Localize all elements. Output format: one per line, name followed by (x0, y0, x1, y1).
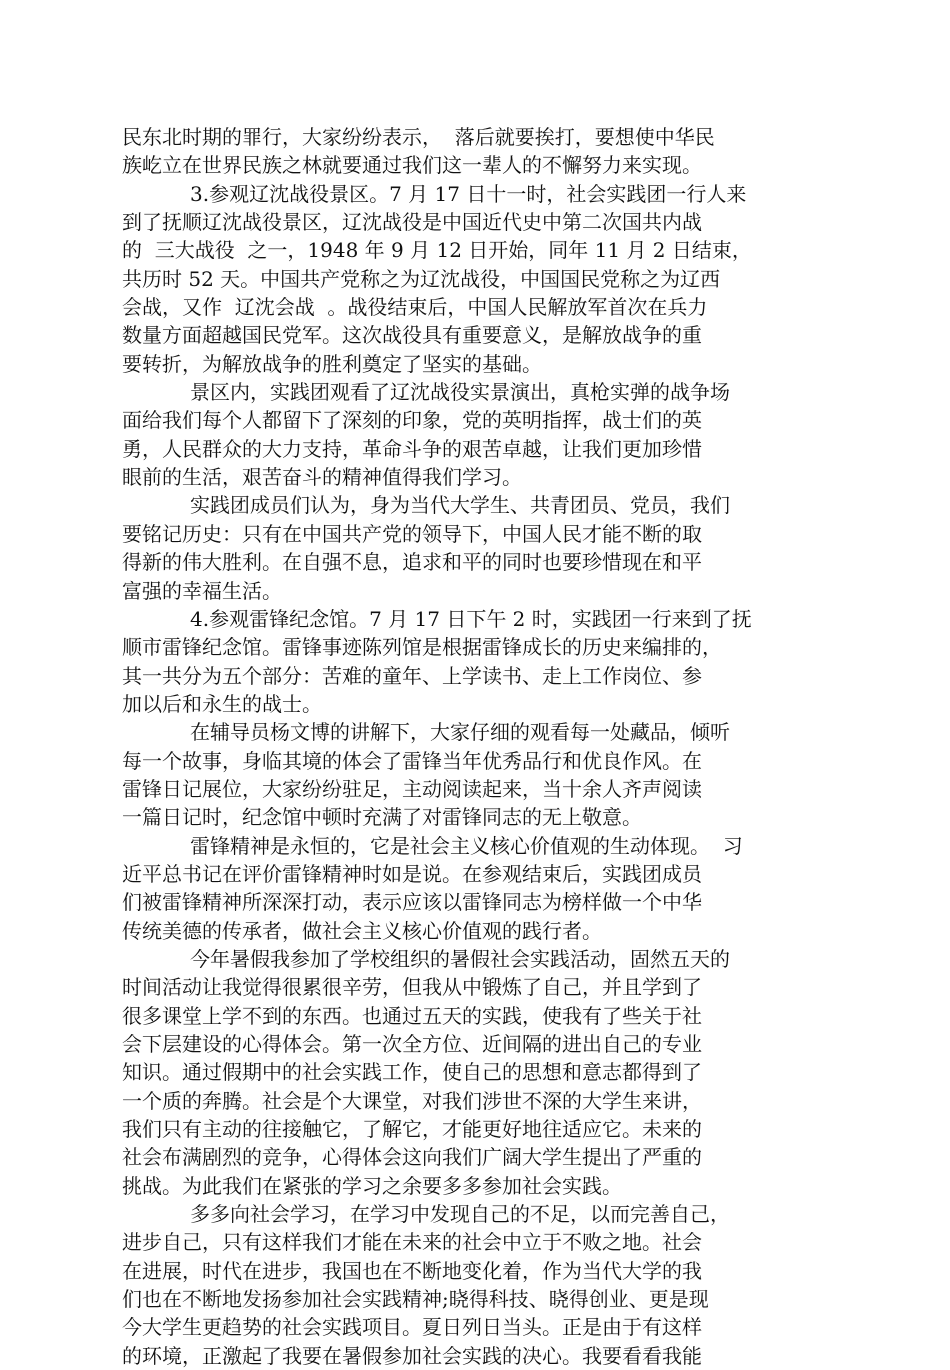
text-line: 传统美德的传承者，做社会主义核心价值观的践行者。 (122, 918, 602, 943)
text-line: 其一共分为五个部分：苦难的童年、上学读书、走上工作岗位、参 (122, 663, 702, 688)
text-line: 我们只有主动的往接触它，了解它，才能更好地往适应它。未来的 (122, 1117, 702, 1142)
paragraph-start-line: 4.参观雷锋纪念馆。7 月 17 日下午 2 时，实践团一行来到了抚 (190, 606, 752, 631)
paragraph-start-line: 雷锋精神是永恒的，它是社会主义核心价值观的生动体现。 习 (190, 833, 743, 858)
text-line: 社会布满剧烈的竞争，心得体会这向我们广阔大学生提出了严重的 (122, 1145, 702, 1170)
text-line: 一篇日记时，纪念馆中顿时充满了对雷锋同志的无上敬意。 (122, 805, 642, 830)
text-line: 数量方面超越国民党军。这次战役具有重要意义，是解放战争的重 (122, 323, 702, 348)
text-line: 时间活动让我觉得很累很辛劳，但我从中锻炼了自己，并且学到了 (122, 975, 702, 1000)
paragraph-start-line: 在辅导员杨文博的讲解下，大家仔细的观看每一处藏品，倾听 (190, 720, 730, 745)
text-line: 的 三大战役 之一，1948 年 9 月 12 日开始，同年 11 月 2 日结束， (122, 238, 752, 263)
text-line: 一个质的奔腾。社会是个大课堂，对我们涉世不深的大学生来讲， (122, 1088, 702, 1113)
text-line: 知识。通过假期中的社会实践工作，使自己的思想和意志都得到了 (122, 1060, 702, 1085)
text-line: 今大学生更趋势的社会实践项目。夏日列日当头。正是由于有这样 (122, 1315, 702, 1340)
text-line: 眼前的生活，艰苦奋斗的精神值得我们学习。 (122, 465, 522, 490)
paragraph-start-line: 3.参观辽沈战役景区。7 月 17 日十一时，社会实践团一行人来 (190, 181, 747, 206)
document-body (122, 123, 822, 1370)
paragraph-start-line: 景区内，实践团观看了辽沈战役实景演出，真枪实弹的战争场 (190, 380, 730, 405)
text-line: 族屹立在世界民族之林就要通过我们这一辈人的不懈努力来实现。 (122, 153, 702, 178)
text-line: 会下层建设的心得体会。第一次全方位、近间隔的进出自己的专业 (122, 1032, 702, 1056)
text-line: 顺市雷锋纪念馆。雷锋事迹陈列馆是根据雷锋成长的历史来编排的， (122, 635, 722, 660)
text-line: 雷锋日记展位，大家纷纷驻足，主动阅读起来，当十余人齐声阅读 (122, 776, 702, 801)
text-line: 得新的伟大胜利。在自强不息，追求和平的同时也要珍惜现在和平 (122, 550, 702, 575)
paragraph-start-line: 实践团成员们认为，身为当代大学生、共青团员、党员，我们 (190, 493, 730, 518)
text-line: 富强的幸福生活。 (122, 578, 282, 603)
text-line: 挑战。为此我们在紧张的学习之余要多多参加社会实践。 (122, 1173, 622, 1198)
text-line: 到了抚顺辽沈战役景区，辽沈战役是中国近代史中第二次国共内战 (122, 210, 702, 235)
paragraph-start-line: 多多向社会学习，在学习中发现自己的不足，以而完善自己， (190, 1202, 730, 1227)
text-line: 近平总书记在评价雷锋精神时如是说。在参观结束后，实践团成员 (122, 861, 702, 886)
text-line: 进步自己，只有这样我们才能在未来的社会中立于不败之地。社会 (122, 1230, 702, 1255)
text-line: 面给我们每个人都留下了深刻的印象，党的英明指挥，战士们的英 (122, 408, 702, 433)
text-line: 共历时 52 天。中国共产党称之为辽沈战役，中国国民党称之为辽西 (122, 266, 721, 291)
text-line: 会战，又作 辽沈会战 。战役结束后，中国人民解放军首次在兵力 (122, 295, 708, 320)
paragraph-start-line: 今年暑假我参加了学校组织的暑假社会实践活动，固然五天的 (190, 946, 730, 971)
text-line: 每一个故事，身临其境的体会了雷锋当年优秀品行和优良作风。在 (122, 748, 702, 773)
text-line: 的环境，正激起了我要在暑假参加社会实践的决心。我要看看我能 (122, 1343, 702, 1368)
text-line: 们也在不断地发扬参加社会实践精神;晓得科技、晓得创业、更是现 (122, 1287, 709, 1312)
text-line: 要转折，为解放战争的胜利奠定了坚实的基础。 (122, 351, 542, 376)
text-line: 勇，人民群众的大力支持，革命斗争的艰苦卓越，让我们更加珍惜 (122, 436, 702, 461)
text-line: 在进展，时代在进步，我国也在不断地变化着，作为当代大学的我 (122, 1258, 702, 1283)
text-line: 加以后和永生的战士。 (122, 691, 322, 716)
text-line: 要铭记历史：只有在中国共产党的领导下，中国人民才能不断的取 (122, 521, 702, 546)
text-line: 民东北时期的罪行，大家纷纷表示， 落后就要挨打，要想使中华民 (122, 125, 715, 149)
text-line: 们被雷锋精神所深深打动，表示应该以雷锋同志为榜样做一个中华 (122, 890, 702, 915)
text-line: 很多课堂上学不到的东西。也通过五天的实践，使我有了些关于社 (122, 1003, 702, 1028)
